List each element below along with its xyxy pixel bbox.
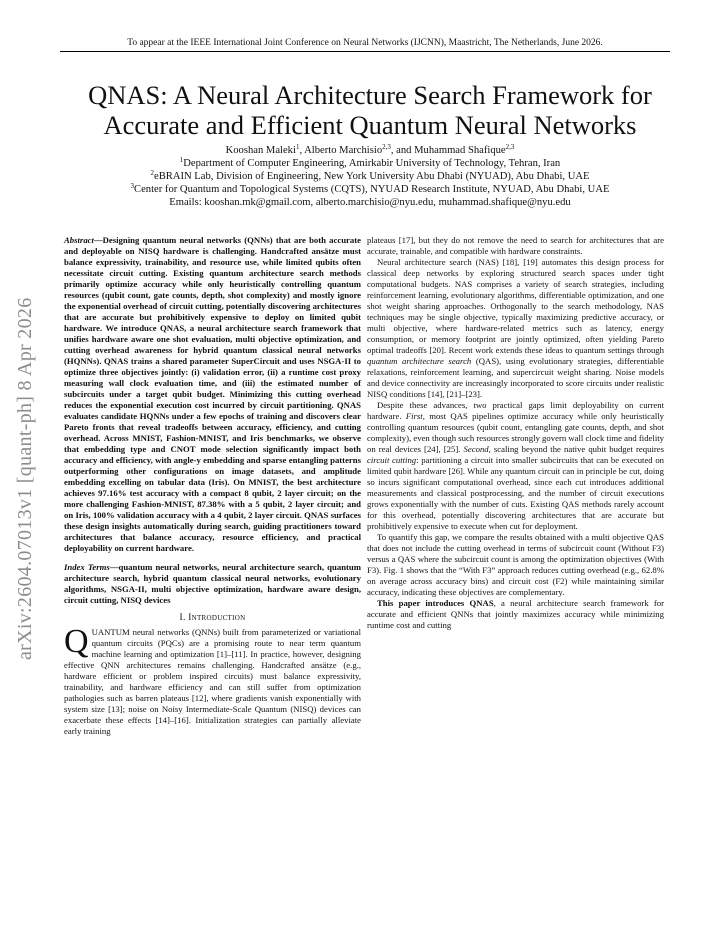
nas-text-a: Neural architecture search (NAS) [18], [19] automates this design process for classical deep networks by exploring structured search spaces under tight computational budgets. NAS comprises a variety of search strategies, including reinforcement learning, evolutionary algorithms, differentiable optimization, and one shot weight sharing approaches. Orthogonally to the search methodology, NAS techniques may be single objective, typically maximizing predictive accuracy, or multi objective, where hardware-related metrics such as latency, energy consumption, or memory footprint are jointly optimized, often yielding Pareto optimal tradeoffs [20]. Recent work extends these ideas to quantum settings through — [367, 257, 664, 355]
arxiv-identifier: arXiv:2604.07013v1 [quant-ph] 8 Apr 2026 — [14, 297, 36, 660]
nas-term-qas: quantum architecture search — [367, 356, 472, 366]
author-list — [40, 144, 700, 157]
author-2-affil: 2,3 — [382, 143, 391, 151]
affiliation-2 — [40, 170, 700, 183]
gaps-term-circuit-cutting: circuit cutting — [367, 455, 417, 465]
section-title: Introduction — [188, 613, 246, 623]
index-terms-text: —quantum neural networks, neural architecture search, quantum architecture search, hybrid quantum classical neural networks, evolutionary algorithms, NSGA-II, multi objective optimization, hardware aware design, circuit cutting, NISQ devices — [64, 562, 361, 605]
author-2: , Alberto Marchisio — [299, 145, 383, 156]
gaps-text-c: , scaling beyond the native qubit budget requires — [488, 444, 665, 454]
affiliation-1-mark: 1 — [179, 156, 184, 164]
gaps-text-a: Despite these advances, two practical gaps limit deployability on current hardware. — [367, 400, 664, 421]
gaps-first: First — [405, 411, 423, 421]
contribution-text: , a neural architecture search framework for accurate and efficient QNNs that jointly maximizes accuracy while minimizing runtime cost and cutting — [367, 598, 664, 630]
venue-banner: To appear at the IEEE International Joint Conference on Neural Networks (IJCNN), Maastricht, The Netherlands, June 2026. — [60, 38, 670, 52]
section-number: I. — [179, 613, 186, 623]
affiliation-3 — [40, 183, 700, 196]
intro-paragraph-5 — [367, 598, 664, 631]
author-3-affil: 2,3 — [505, 143, 515, 151]
intro-paragraph-1-text: UANTUM neural networks (QNNs) built from parameterized or variational quantum circuits (PQCs) are a promising route to near term quantum machine learning and optimization [1]–[11]. In practice, however, designing effective QNN architectures remains challenging. Handcrafted ansätze (e.g., hardware efficient or problem inspired circuits) must balance expressivity, trainability, and hardware efficiency and can still suffer from optimization pathologies such as barren plateaus [12], where gradients vanish exponentially with system size [13]; noise on Noisy Intermediate-Scale Quantum (NISQ) devices can exacerbate these effects [14]–[16]. Initialization strategies can partially alleviate early training — [64, 627, 361, 736]
gaps-second: Second — [463, 444, 489, 454]
author-1: Kooshan Maleki — [225, 145, 296, 156]
author-3: , and Muhammad Shafique — [390, 145, 506, 156]
title-line-1: QNAS: A Neural Architecture Search Framework for — [88, 80, 652, 110]
email-line: Emails: kooshan.mk@gmail.com, alberto.marchisio@nyu.edu, muhammad.shafique@nyu.edu — [169, 197, 571, 208]
drop-cap: Q — [64, 623, 89, 660]
intro-paragraph-2 — [367, 257, 664, 400]
nas-text-b: (QAS), using evolutionary strategies, differentiable relaxations, reinforcement learning, and supercircuit weight sharing. Noise models and device connectivity are increasingly incorporated to score circuits under realistic NISQ conditions [14], [21]–[23]. — [367, 356, 664, 399]
intro-paragraph-4: To quantify this gap, we compare the results obtained with a multi objective QAS that does not include the cutting overhead in terms of subcircuit count (Without F3) versus a QAS where the subcircuit count is among the optimization objectives (With F3). Fig. 1 shows that the “With F3” approach reduces cutting overhead (e.g., 62.8% on average across accuracy bins) and circuit cost (F2) while maintaining similar accuracy, indicating these objectives are complementary. — [367, 532, 664, 597]
author-1-affil: 1 — [295, 143, 300, 151]
gaps-text-d: : partitioning a circuit into smaller subcircuits that can be executed on limited qubit hardware [26]. While any quantum circuit can in principle be cut, doing so incurs significant computational overhead, since each cut introduces additional measurements and classical postprocessing, and the number of circuit executions grows exponentially with the number of cuts. Existing QAS methods rarely account for this overhead, potentially discovering architectures that are accurate but prohibitively expensive to execute when cut for deployment. — [367, 455, 665, 531]
affiliation-1-text: Department of Computer Engineering, Amirkabir University of Technology, Tehran, Iran — [183, 158, 561, 169]
intro-paragraph-1-cont: plateaus [17], but they do not remove the need to search for architectures that are accurate, trainable, and compatible with hardware constraints. — [367, 235, 664, 256]
gaps-text-b: , most QAS pipelines optimize accuracy while only heuristically controlling quantum resources (qubit count, entangling gate counts, depth, and shot complexity), even though such resources strongly govern wall clock time and fidelity on real devices [24], [25]. — [367, 411, 664, 454]
contribution-lead: This paper introduces QNAS — [377, 598, 494, 608]
abstract-text: —Designing quantum neural networks (QNNs) that are both accurate and deployable on NISQ hardware is challenging. Handcrafted ansätze must balance expressivity, trainability, and resource use, while limited qubits often necessitate circuit cutting. Existing quantum architecture search methods primarily optimize accuracy while only heuristically controlling quantum resources (qubit count, gate counts, depth, shot complexity) and mostly ignore the exponential overhead of circuit cutting, potentially discovering architectures that are accurate but prohibitively expensive to deploy on limited qubit hardware. We introduce QNAS, a neural architecture search framework that unifies hardware aware one shot evaluation, multi objective optimization, and cutting overhead awareness for hybrid quantum classical neural networks (HQNNs). QNAS trains a shared parameter SuperCircuit and uses NSGA-II to optimize three objectives jointly: (i) validation error, (ii) a runtime cost proxy measuring wall clock evaluation time, and (iii) the estimated number of subcircuits under a target qubit budget. Minimizing this cutting overhead reduces the exponential execution cost incurred by circuit partitioning. QNAS evaluates candidate HQNNs under a few epochs of training and discovers clear Pareto fronts that reveal tradeoffs between accuracy, efficiency, and cutting overhead. Across MNIST, Fashion-MNIST, and Iris benchmarks, we observe that embedding type and CNOT mode selection significantly impact both accuracy and efficiency, with angle-y embedding and sparse entangling patterns outperforming other configurations on image datasets, and amplitude embedding excelling on tabular data (Iris). On MNIST, the best architecture achieves 97.16% test accuracy with a compact 8 qubit, 2 layer circuit; on the more challenging Fashion-MNIST, 87.38% with a 5 qubit, 2 layer circuit; and on Iris, 100% validation accuracy with a 4 qubit, 2 layer circuit. QNAS surfaces these design insights automatically during search, guiding practitioners toward architectures that balance accuracy, resource efficiency, and practical deployability on current hardware. — [64, 235, 361, 553]
intro-paragraph-1 — [64, 623, 361, 737]
abstract — [64, 235, 361, 554]
title-line-2: Accurate and Efficient Quantum Neural Networks — [103, 110, 637, 140]
section-heading-introduction — [64, 613, 361, 624]
affiliation-2-text: eBRAIN Lab, Division of Engineering, New York University Abu Dhabi (NYUAD), Abu Dhabi, UAE — [154, 171, 590, 182]
affiliation-3-text: Center for Quantum and Topological Systems (CQTS), NYUAD Research Institute, NYUAD, Abu Dhabi, UAE — [134, 184, 610, 195]
paper-title — [40, 80, 700, 140]
right-column — [367, 235, 664, 631]
index-terms — [64, 562, 361, 606]
affiliation-1 — [40, 157, 700, 170]
affiliation-3-mark: 3 — [130, 182, 135, 190]
abstract-label: Abstract — [64, 235, 94, 245]
left-column — [64, 235, 361, 737]
intro-paragraph-3 — [367, 400, 664, 532]
author-block — [40, 144, 700, 209]
index-terms-label: Index Terms — [64, 562, 110, 572]
affiliation-2-mark: 2 — [150, 169, 154, 177]
